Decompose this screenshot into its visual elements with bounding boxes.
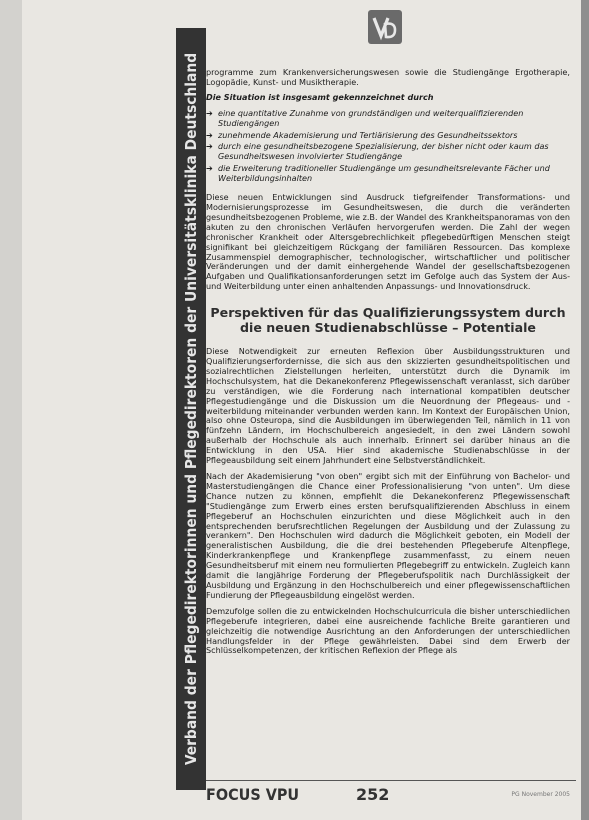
- arrow-icon: ➔: [206, 141, 213, 152]
- magazine-brand: FOCUS VPU: [206, 785, 300, 804]
- paragraph-transformation: Diese neuen Entwicklungen sind Ausdruck tiefgreifender Transformations- und Modernisierungsprozesse im Gesundheitswesen, die durch die veränderten gesundheitsbezogenen Probleme, wie z.B. der Wandel des Krankheitspanoramas von den akuten zu den chronischen Verläufen hervorgerufen werden. Die Zahl der wegen chronischer Krankheit oder Altersgebrechlichkeit pflegebedürftigen Menschen steigt signifikant bei gleichzeitigem Rückgang der familiären Ressourcen. Das komplexe Zusammenspiel demographischer, technologischer, wirtschaftlicher und politischer Veränderungen und der damit einhergehende Wandel der gesellschaftsbezogenen Aufgaben und Qualifikationsanforderungen setzt im Gefolge auch das System der Aus- und Weiterbildung unter einen anhaltenden Anpassungs- und Innovationsdruck.: [206, 192, 570, 292]
- paragraph-academisation: Nach der Akademisierung "von oben" ergibt sich mit der Einführung von Bachelor- und Masterstudiengängen die Chance einer Professionalisierung "von unten". Um diese Chance nutzen zu können, empfiehlt die Dekanekonferenz Pflegewissenschaft "Studiengänge zum Erwerb eines ersten berufsqualifizierenden Abschluss in einem Pflegeberuf an Hochschulen einzurichten und diese Möglichkeit auch in den entsprechenden berufsrechtlichen Regelungen der Ausbildung und der Zulassung zu verankern". Den Hochschulen wird dadurch die Möglichkeit geboten, ein Modell der generalistischen Ausbildung, die die drei bestehenden Pflegeberufe Altenpflege, Kinderkrankenpflege und Krankenpflege zusammenfasst, zu einem neuen Gesundheitsberuf mit einem neu formulierten Pflegebegriff zu entwickeln. Zugleich kann damit die langjährige Forderung der Pflegeberufspolitik nach Durchlässigkeit der Ausbildung und Ergänzung in den Hochschulbereich und einer pflegewissenschaftlichen Fundierung der Pflegeausbildung eingelöst werden.: [206, 471, 570, 600]
- article-body: [206, 68, 570, 662]
- arrow-icon: ➔: [206, 107, 213, 118]
- arrow-icon: ➔: [206, 163, 213, 174]
- intro-paragraph: programme zum Krankenversicherungswesen sowie die Studiengänge Ergotherapie, Logopädie, Kunst- und Musiktherapie.: [206, 67, 570, 87]
- association-title: Verband der Pflegedirektorinnen und Pflegedirektoren der Universitätsklinika Deutschland: [182, 52, 200, 766]
- list-item: [206, 109, 570, 129]
- bullet-text: zunehmende Akademisierung und Tertiärisierung des Gesundheitssektors: [218, 129, 518, 140]
- lead-sentence: Die Situation ist insgesamt gekennzeichnet durch: [206, 91, 434, 102]
- page-spine: [0, 0, 22, 820]
- section-heading: Perspektiven für das Qualifizierungssystem durch die neuen Studienabschlüsse – Potentiale: [210, 305, 566, 335]
- list-item: [206, 164, 570, 184]
- vpu-logo-graphic: [368, 10, 402, 44]
- bullet-text: eine quantitative Zunahme von grundständigen und weiterqualifizierenden Studiengängen: [218, 107, 524, 128]
- list-item: [206, 131, 570, 141]
- paragraph-curricula: Demzufolge sollen die zu entwickelnden Hochschulcurricula die bisher unterschiedlichen Pflegeberufe integrieren, dabei eine ausreichende fachliche Breite garantieren und gleichzeitig die notwendige Ausrichtung an den Anforderungen der unterschiedlichen Handlungsfelder in der Pflege gewährleisten. Dabei sind dem Erwerb der Schlüsselkompetenzen, der kritischen Reflexion der Pflege als: [206, 605, 570, 656]
- issue-label: PG November 2005: [511, 791, 570, 798]
- bullet-text: die Erweiterung traditioneller Studiengänge um gesundheitsrelevante Fächer und Weiterbildungsinhalten: [218, 163, 550, 184]
- page-number: 252: [356, 785, 390, 804]
- bullet-text: durch eine gesundheitsbezogene Spezialisierung, der bisher nicht oder kaum das Gesundheitswesen involvierter Studiengänge: [218, 141, 549, 162]
- bullet-list: [206, 109, 570, 184]
- vpu-logo-icon: [368, 10, 402, 44]
- list-item: [206, 142, 570, 162]
- arrow-icon: ➔: [206, 129, 213, 140]
- paragraph-reflection: Diese Notwendigkeit zur erneuten Reflexion über Ausbildungsstrukturen und Qualifizierungserfordernisse, die sich aus den skizzierten gesundheitspolitischen und sozialrechtlichen Zielstellungen herleiten, unterstützt durch die Dynamik im Hochschulsystem, hat die Dekanekonferenz Pflegewissenschaft veranlasst, sich darüber zu verständigen, wie die Forderung nach international kompatiblen deutscher Pflegestudiengänge und die Diskussion um die Neuordnung der Pflegeaus- und -weiterbildung miteinander verbunden werden kann. Im Kontext der Europäischen Union, also ohne Osteuropa, sind die Ausbildungen im überwiegenden Teil, nämlich in 11 von fünfzehn Ländern, im Hochschulbereich angesiedelt, in den zwei Ländern sowohl außerhalb der Hochschule als auch innerhalb. Erinnert sei darüber hinaus an die Entwicklung in den USA. Hier sind akademische Studienabschlüsse in der Pflegeausbildung seit einem Jahrhundert eine Selbstverständlichkeit.: [206, 346, 570, 466]
- page-footer: [206, 780, 576, 805]
